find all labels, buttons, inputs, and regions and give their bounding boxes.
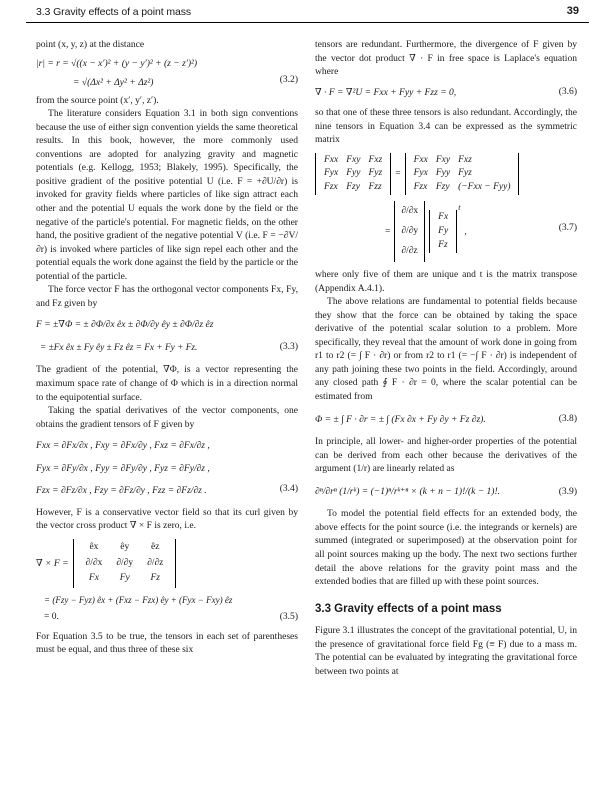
equation-number: (3.5) [279, 611, 298, 623]
paragraph: so that one of these three tensors is also redundant. Accordingly, the nine tensors in Equation 3.4 can be expressed as the symmetric matrix [315, 107, 577, 146]
equation-line: F = ±∇Φ = ± ∂Φ/∂x êx ± ∂Φ/∂y êy ± ∂Φ/∂z êz [36, 319, 214, 331]
determinant-cell: Fz [150, 573, 160, 584]
equation-number: (3.6) [558, 86, 577, 98]
matrix-cell: Fxx [324, 154, 339, 165]
equation-3-4 [36, 439, 298, 498]
tensor-matrix [315, 153, 391, 196]
equation-line: = (Fzy − Fyz) êx + (Fxz − Fzx) êy + (Fyx − Fxy) êz [44, 594, 233, 605]
equation-number: (3.8) [558, 413, 577, 425]
left-column [36, 30, 298, 657]
determinant-cell: êx [89, 541, 99, 552]
symmetric-matrix [405, 153, 520, 196]
equation-3-9 [315, 485, 577, 499]
right-column [315, 30, 577, 678]
determinant-cell: Fy [119, 573, 130, 584]
curl-determinant-row [36, 539, 298, 588]
paragraph: The gradient of the potential, ∇Φ, is a vector representing the maximum space rate of change of Φ which is in a direction normal to the equipotential surface. [36, 364, 298, 403]
paragraph: In principle, all lower- and higher-order properties of the potential can be derived from each other because the derivatives of the argument (1/r) are linearly related as [315, 436, 577, 475]
determinant-cell: ∂/∂y [116, 557, 134, 568]
running-header [0, 0, 615, 30]
running-title: 3.3 Gravity effects of a point mass [36, 6, 192, 18]
matrix-cell: Fyz [368, 168, 383, 179]
matrix-cell: Fxy [435, 154, 451, 165]
equation-line: Fxx = ∂Fx/∂x , Fxy = ∂Fx/∂y , Fxz = ∂Fx/∂z , [36, 440, 210, 452]
equation-3-5 [36, 539, 298, 624]
determinant-row [80, 572, 170, 586]
matrix-row-top: Fxx Fxy Fxz Fyx Fyy Fyz Fzx Fzy Fzz = Fxx Fxy Fxz Fyx Fyy Fyz Fzx Fzy (−Fxx − Fyy) [315, 153, 577, 196]
matrix-cell: Fx [438, 212, 449, 223]
matrix-cell: Fyx [413, 168, 428, 179]
matrix-cell: (−Fxx − Fyy) [458, 181, 511, 192]
equation-number: (3.3) [279, 341, 298, 353]
equation-number: (3.9) [558, 485, 577, 497]
equation-line: Φ = ± ∫ F · ∂r = ± ∫ (Fx ∂x + Fy ∂y + Fz ∂z). [315, 413, 486, 425]
matrix-cell: ∂/∂x [401, 206, 419, 217]
paragraph: tensors are redundant. Furthermore, the divergence of F given by the vector dot product ∇ · F in free space is Laplace's equation where [315, 39, 577, 78]
paragraph: The literature considers Equation 3.1 in both sign conventions because the use of either sign convention yields the same theoretical results. In this book, however, the more commonly used conventions are adopted for analyzing gravity and magnetic potentials (e.g. Kellogg, 1953; Blakely, 1995). Specifically, the positive gradient of the positive potential U (i.e. F = +∂U/∂r) is invoked for gravity fields where particles of like sign attract each other and the potential U equals the work done by the field or the negative of the particle's potential. For magnetic fields, on the other hand, the positive gradient of the negative potential V (i.e. F = −∂V/∂r) is invoked where particles of like sign repel each other and the potential equals the work done against the field by the particle or the potential of the particle. [36, 108, 298, 282]
curl-determinant [73, 539, 177, 588]
determinant-cell: êy [120, 541, 130, 552]
matrix-cell: Fzx [413, 181, 428, 192]
matrix-cell: Fzx [324, 181, 338, 192]
paragraph: from the source point (x′, y′, z′). [36, 94, 159, 106]
paragraph: where only five of them are unique and t is the matrix transpose (Appendix A.4.1). [315, 269, 577, 294]
matrix-cell: Fyz [458, 168, 472, 179]
paragraph: To model the potential field effects for an extended body, the above effects for the point source (i.e. the integrands or kernels) are summed (integrated or superimposed) at the observation point for all point sources making up the body. The next two sections further detail the above relations for the gravity point mass and the extended bodies that are filled up with these point sources. [315, 508, 577, 588]
paragraph: Taking the spatial derivatives of the vector components, one obtains the gradient tensors of F given by [36, 405, 298, 430]
determinant-row [80, 541, 170, 555]
determinant-cell: êz [151, 541, 160, 552]
equation-3-8 [315, 413, 577, 427]
matrix-cell: ∂/∂y [401, 226, 419, 237]
equation-line: Fyx = ∂Fy/∂x , Fyy = ∂Fy/∂y , Fyz = ∂Fy/∂z , [36, 462, 210, 474]
matrix-cell: Fzz [368, 181, 382, 192]
transpose-marker: t [458, 203, 461, 213]
paragraph: For Equation 3.5 to be true, the tensors in each set of parentheses must be equal, and thus three of these six [36, 630, 298, 656]
equation-number: (3.2) [279, 74, 298, 86]
matrix-cell: Fzy [346, 181, 360, 192]
equation-line: ∇ · F = ∇²U = Fxx + Fyy + Fzz = 0, [315, 86, 457, 98]
matrix-cell: Fyy [435, 168, 451, 179]
matrix-cell: Fyx [324, 168, 339, 179]
matrix-row-bottom: = ∂/∂x ∂/∂y ∂/∂z Fx Fy Fz $^t$ , [315, 201, 577, 262]
matrix-cell: Fxx [413, 154, 428, 165]
equation-line: |r| = r = √((x − x′)² + (y − y′)² + (z − z′)²) [36, 57, 198, 69]
matrix-cell: Fxy [346, 154, 361, 165]
equation-number: (3.4) [279, 483, 298, 495]
gradient-operator-vector [394, 201, 425, 262]
equation-line: Fzx = ∂Fz/∂x , Fzy = ∂Fz/∂y , Fzz = ∂Fz/∂z . [36, 485, 207, 497]
header-rule [26, 22, 589, 23]
paragraph: The above relations are fundamental to potential fields because they show that the force can be obtained by taking the space derivative of the potential scalar solution to a problem. More specifically, they reveal that the amount of work done in going from r1 to r2 (= ∫ F · ∂r) or from r2 to r1 (= −∫ F · ∂r) is independent of any path joining these two points in the field. Accordingly, around any closed path ∮ F · ∂r = 0, where the scalar potential can be estimated from [315, 296, 577, 403]
determinant-cell: Fx [88, 573, 99, 584]
paragraph: The force vector F has the orthogonal vector components Fx, Fy, and Fz given by [36, 284, 298, 309]
matrix-cell: Fzy [435, 181, 450, 192]
equation-line: = 0. [44, 611, 59, 623]
equation-line: = √(Δx² + Δy² + Δz²) [73, 77, 154, 89]
equation-line: = ±Fx êx ± Fy êy ± Fz êz = Fx + Fy + Fz. [40, 342, 198, 353]
determinant-row [80, 557, 170, 571]
matrix-cell: ∂/∂z [401, 245, 418, 256]
force-vector [429, 210, 457, 253]
equation-3-6 [315, 86, 577, 100]
curl-lhs: ∇ × F = [36, 557, 69, 569]
matrix-cell: Fyy [346, 168, 361, 179]
matrix-cell: Fy [438, 226, 449, 237]
determinant-cell: ∂/∂z [147, 557, 164, 568]
equation-line: ∂ⁿ/∂rⁿ (1/rᵏ) = (−1)ⁿ/rᵏ⁺ⁿ × (k + n − 1)!/(k − 1)!. [315, 485, 501, 497]
equation-3-3 [36, 318, 298, 355]
page-number: 39 [566, 5, 579, 17]
equation-3-2 [36, 57, 298, 90]
matrix-cell: Fz [438, 239, 448, 250]
matrix-cell: Fxz [368, 154, 383, 165]
paragraph: Figure 3.1 illustrates the concept of the gravitational potential, U, in the presence of gravitational force field Fg (≡ F) due to a mass m. The potential can be evaluated by integrating the gravitational force between two points at [315, 625, 577, 677]
paragraph: point (x, y, z) at the distance [36, 39, 145, 50]
section-heading: 3.3 Gravity effects of a point mass [315, 602, 502, 615]
paragraph: However, F is a conservative vector field so that its curl given by the vector cross product ∇ × F is zero, i.e. [36, 506, 298, 532]
matrix-cell: Fxz [458, 154, 472, 165]
equation-number: (3.7) [558, 221, 577, 233]
determinant-cell: ∂/∂x [85, 557, 103, 568]
equation-3-7 [315, 153, 577, 262]
